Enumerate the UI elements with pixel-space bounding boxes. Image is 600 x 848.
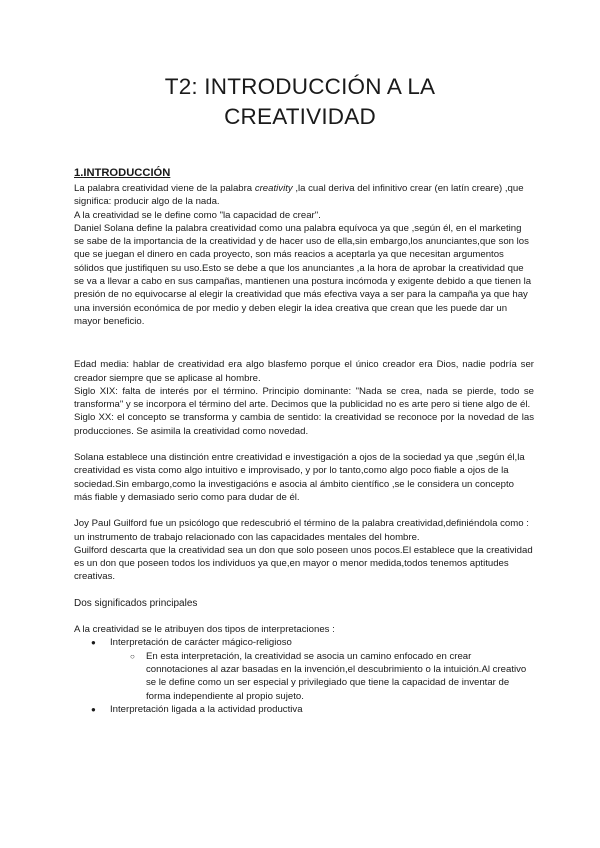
intro-text-post: ,la cual deriva del infinitivo crear (en latín creare) ,que significa: producir algo de la nada. [74, 183, 524, 208]
bullet-icon: ● [91, 704, 96, 714]
sub-bullet-text: En esta interpretación, la creatividad se asocia un camino enfocado en crear connotaciones al azar basadas en la invención,el descubrimiento o la intuición.Al creativo se le define como un ser especial y privilegiado que tiene la capacidad de inventar de forma independiente al propio sujeto. [146, 650, 527, 702]
sub-list [110, 650, 534, 703]
hollow-bullet-icon: ○ [130, 651, 135, 661]
siglo-xx-paragraph: Siglo XX: el concepto se transforma y cambia de sentido: la creatividad se reconoce por la novedad de las producciones. Se asimila la creatividad como novedad. [74, 412, 534, 437]
section-heading-introduccion: 1.INTRODUCCIÓN [74, 167, 171, 179]
page-title [0, 72, 600, 132]
intro-paragraph [74, 182, 534, 209]
guilford-paragraph-1: Joy Paul Guilford fue un psicólogo que redescubrió el término de la palabra creatividad,definiéndola como : un instrumento de trabajo relacionado con las capacidades mentales del hombre. [74, 518, 529, 543]
title-line-2: CREATIVIDAD [224, 104, 376, 129]
spacer [74, 610, 534, 623]
list-item [74, 636, 534, 702]
interpretaciones-intro: A la creatividad se le atribuyen dos tipos de interpretaciones : [74, 624, 335, 636]
list-item [110, 650, 534, 703]
guilford-paragraph-2: Guilford descarta que la creatividad sea un don que solo poseen unos pocos.El establece que la creatividad es un don que poseen todos los individuos ya que,en mayor o menor medida,todos tenemos aptitudes creativas. [74, 544, 533, 583]
title-line-1: T2: INTRODUCCIÓN A LA [164, 74, 436, 99]
document-body [74, 166, 534, 716]
spacer [74, 504, 534, 517]
list-item [74, 703, 534, 716]
edad-media-paragraph: Edad media: hablar de creatividad era algo blasfemo porque el único creador era Dios, nadie podría ser creador siempre que se aplicase al hombre. [74, 359, 534, 384]
spacer [74, 438, 534, 451]
interpretations-list [74, 636, 534, 716]
spacer [74, 584, 534, 597]
solana-distincion-paragraph: Solana establece una distinción entre creatividad e investigación a ojos de la sociedad ya que ,según él,la creatividad es vista como algo intuitivo e improvisado, y por lo tanto,como algo poco fiable a ojos de la sociedad.Sin embargo,como la investigacións e asocia al ámbito científico ,se le considera un concepto más fiable y demasiado serio como para dudar de él. [74, 452, 525, 503]
bullet-text-productiva: Interpretación ligada a la actividad productiva [110, 703, 303, 715]
siglo-xix-paragraph: Siglo XIX: falta de interés por el término. Principio dominante: "Nada se crea, nada se pierde, todo se transforma" y se incorpora el término del arte. Decimos que la publicidad no es arte pero si tiene algo de él. [74, 385, 534, 411]
spacer [74, 328, 534, 358]
intro-text-pre: La palabra creatividad viene de la palabra [74, 183, 255, 194]
bullet-icon: ● [91, 638, 96, 648]
subheading-dos-significados: Dos significados principales [74, 597, 198, 609]
definition-paragraph: A la creatividad se le define como "la capacidad de crear". [74, 209, 321, 221]
intro-text-italic: creativity [254, 183, 293, 194]
solana-paragraph: Daniel Solana define la palabra creatividad como una palabra equívoca ya que ,según él, en el marketing se sabe de la importancia de la creatividad y de hacer uso de ella,sin embargo,los anunciantes,que son los que se juegan el dinero en cada proyecto, son más reacios a aceptarla ya que necesitan argumentos sólidos que justifiquen su uso.Esto se debe a que los anunciantes ,a la hora de aprobar la creatividad que se va a llevar a cabo en sus campañas, mantienen una postura incómoda y exigente debido a que tienen la presión de no equivocarse al elegir la creatividad que más efectiva vaya a ser para la campaña ya que hay una inversión económica de por medio y deben elegir la idea creativa que crean que les puede dar un mayor beneficio. [74, 222, 532, 327]
bullet-text-magico: Interpretación de carácter mágico-religioso [110, 637, 292, 649]
